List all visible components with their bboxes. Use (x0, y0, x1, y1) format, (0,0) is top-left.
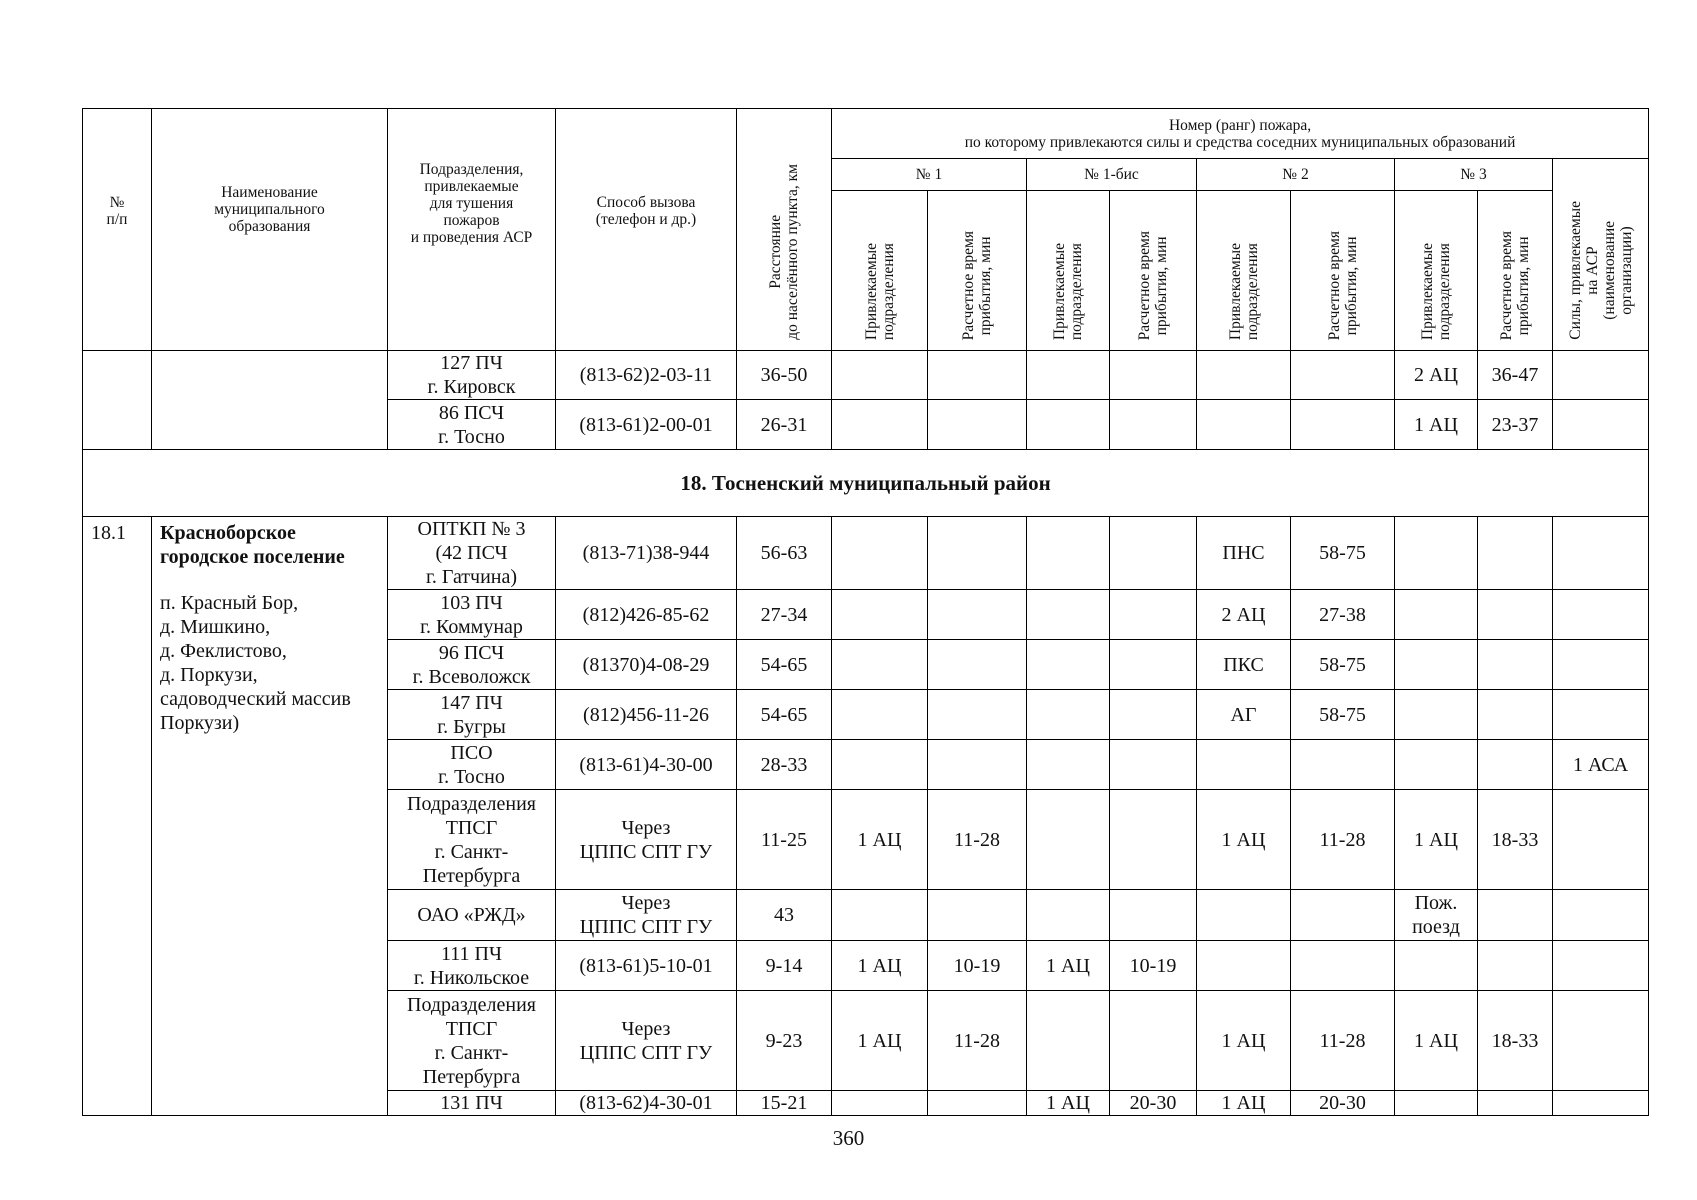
rank-cell-r1bu (1027, 690, 1110, 740)
rank-cell-asr (1553, 517, 1649, 590)
rank-cell-r1bt (1110, 690, 1197, 740)
rank-cell-r1bt (1110, 890, 1197, 941)
unit-cell: 131 ПЧ (388, 1091, 556, 1116)
rank-cell-r2u (1197, 740, 1291, 790)
rank-cell-r2t (1291, 400, 1395, 450)
header-rank-2: № 2 (1197, 159, 1395, 191)
header-time-sub: Расчетное время прибытия, мин (928, 191, 1027, 351)
unit-cell: ОПТКП № 3 (42 ПСЧ г. Гатчина) (388, 517, 556, 590)
rank-cell-r1bt (1110, 740, 1197, 790)
rank-cell-r2u: ПКС (1197, 640, 1291, 690)
unit-cell: 147 ПЧ г. Бугры (388, 690, 556, 740)
rank-cell-r1t (928, 517, 1027, 590)
rank-cell-r1u (832, 351, 928, 400)
rank-cell-r3t (1478, 690, 1553, 740)
rank-cell-r1t (928, 690, 1027, 740)
rank-cell-r2t: 11-28 (1291, 790, 1395, 890)
rank-cell-r1bu (1027, 400, 1110, 450)
rank-cell-r2t (1291, 890, 1395, 941)
rank-cell-r3u: 1 АЦ (1395, 991, 1478, 1091)
rank-cell-r2t: 20-30 (1291, 1091, 1395, 1116)
page-number: 360 (832, 1126, 865, 1150)
rank-cell-r1bu (1027, 517, 1110, 590)
rank-cell-r1bu (1027, 890, 1110, 941)
rank-cell-r1u (832, 640, 928, 690)
rank-cell-r3u (1395, 517, 1478, 590)
rank-cell-asr (1553, 890, 1649, 941)
rank-cell-r3u: 2 АЦ (1395, 351, 1478, 400)
section-row (83, 450, 1649, 517)
rank-cell-r1bt (1110, 640, 1197, 690)
rank-cell-r2t (1291, 941, 1395, 991)
header-time-sub: Расчетное время прибытия, мин (1478, 191, 1553, 351)
fire-forces-table (82, 108, 1649, 1116)
rank-cell-r1bt (1110, 351, 1197, 400)
rank-cell-r2t: 27-38 (1291, 590, 1395, 640)
unit-cell: Подразделения ТПСГ г. Санкт- Петербурга (388, 790, 556, 890)
rank-cell-r1bu (1027, 740, 1110, 790)
rank-cell-r1t: 11-28 (928, 790, 1027, 890)
rank-cell-r1bt: 20-30 (1110, 1091, 1197, 1116)
empty-cell (83, 351, 152, 450)
rank-cell-r1t: 11-28 (928, 991, 1027, 1091)
rank-cell-r1bu (1027, 640, 1110, 690)
unit-cell: 127 ПЧ г. Кировск (388, 351, 556, 400)
phone-cell: (813-61)4-30-00 (556, 740, 737, 790)
unit-cell: ПСО г. Тосно (388, 740, 556, 790)
header-units: Подразделения, привлекаемые для тушения пожаров и проведения АСР (388, 109, 556, 351)
rank-cell-r1u: 1 АЦ (832, 991, 928, 1091)
rank-cell-r1bu (1027, 351, 1110, 400)
header-asr: Силы, привлекаемые на АСР (наименование организации) (1553, 159, 1649, 351)
rank-cell-r2u: ПНС (1197, 517, 1291, 590)
rank-cell-r1t (928, 740, 1027, 790)
rank-cell-asr: 1 АСА (1553, 740, 1649, 790)
rank-cell-r1bu: 1 АЦ (1027, 1091, 1110, 1116)
phone-cell: (813-62)2-03-11 (556, 351, 737, 400)
distance-cell: 43 (737, 890, 832, 941)
rank-cell-r1bu: 1 АЦ (1027, 941, 1110, 991)
header-time-sub: Расчетное время прибытия, мин (1291, 191, 1395, 351)
rank-cell-r2u (1197, 351, 1291, 400)
header-time-sub: Расчетное время прибытия, мин (1110, 191, 1197, 351)
rank-cell-r3t: 36-47 (1478, 351, 1553, 400)
rank-cell-r2u: 1 АЦ (1197, 1091, 1291, 1116)
rank-cell-r3u (1395, 941, 1478, 991)
rank-cell-r2t (1291, 351, 1395, 400)
unit-cell: 86 ПСЧ г. Тосно (388, 400, 556, 450)
rank-cell-r1t (928, 351, 1027, 400)
section-number: 18.1 (83, 517, 152, 1116)
section-title: 18. Тосненский муниципальный район (83, 450, 1649, 517)
phone-cell: (81370)4-08-29 (556, 640, 737, 690)
phone-cell: (812)426-85-62 (556, 590, 737, 640)
rank-cell-r2u: 1 АЦ (1197, 790, 1291, 890)
phone-cell: (812)456-11-26 (556, 690, 737, 740)
distance-cell: 26-31 (737, 400, 832, 450)
rank-cell-r1u: 1 АЦ (832, 790, 928, 890)
header-num: № п/п (83, 109, 152, 351)
rank-cell-r1bt (1110, 790, 1197, 890)
phone-cell: Через ЦППС СПТ ГУ (556, 890, 737, 941)
distance-cell: 9-23 (737, 991, 832, 1091)
unit-cell: 103 ПЧ г. Коммунар (388, 590, 556, 640)
rank-cell-asr (1553, 1091, 1649, 1116)
rank-cell-asr (1553, 590, 1649, 640)
rank-cell-r1bt (1110, 517, 1197, 590)
rank-cell-r3u (1395, 1091, 1478, 1116)
header-rank-title: Номер (ранг) пожара, по которому привлекаются силы и средства соседних муниципальных образований (832, 109, 1649, 159)
rank-cell-r3t (1478, 890, 1553, 941)
rank-cell-r3t: 18-33 (1478, 790, 1553, 890)
rank-cell-asr (1553, 640, 1649, 690)
header-units-sub: Привлекаемые подразделения (1027, 191, 1110, 351)
header-units-sub: Привлекаемые подразделения (1197, 191, 1291, 351)
municipality-name: Красноборское городское поселение (160, 522, 345, 568)
phone-cell: Через ЦППС СПТ ГУ (556, 790, 737, 890)
rank-cell-r3u: 1 АЦ (1395, 400, 1478, 450)
rank-cell-r2t: 58-75 (1291, 640, 1395, 690)
rank-cell-r3t: 18-33 (1478, 991, 1553, 1091)
distance-cell: 54-65 (737, 640, 832, 690)
header-distance: Расстояние до населённого пункта, км (737, 109, 832, 351)
distance-cell: 56-63 (737, 517, 832, 590)
rank-cell-r3t (1478, 590, 1553, 640)
rank-cell-r3t (1478, 640, 1553, 690)
rank-cell-r2t (1291, 740, 1395, 790)
rank-cell-asr (1553, 690, 1649, 740)
rank-cell-r1u (832, 740, 928, 790)
rank-cell-r3u (1395, 640, 1478, 690)
rank-cell-r1t: 10-19 (928, 941, 1027, 991)
rank-cell-r2t: 58-75 (1291, 690, 1395, 740)
spacer (160, 569, 384, 591)
unit-cell: 111 ПЧ г. Никольское (388, 941, 556, 991)
rank-cell-r2u (1197, 941, 1291, 991)
distance-cell: 11-25 (737, 790, 832, 890)
unit-cell: Подразделения ТПСГ г. Санкт- Петербурга (388, 991, 556, 1091)
header-rank-1bis: № 1-бис (1027, 159, 1197, 191)
rank-cell-r1bu (1027, 790, 1110, 890)
rank-cell-asr (1553, 790, 1649, 890)
rank-cell-r1u (832, 690, 928, 740)
municipality-places: п. Красный Бор, д. Мишкино, д. Феклистово, д. Поркузи, садоводческий массив Поркузи) (160, 592, 351, 734)
distance-cell: 28-33 (737, 740, 832, 790)
rank-cell-asr (1553, 351, 1649, 400)
phone-cell: Через ЦППС СПТ ГУ (556, 991, 737, 1091)
rank-cell-r3t: 23-37 (1478, 400, 1553, 450)
rank-cell-r1u (832, 1091, 928, 1116)
rank-cell-r2u: 2 АЦ (1197, 590, 1291, 640)
rank-cell-r2u (1197, 400, 1291, 450)
header-rank-1: № 1 (832, 159, 1027, 191)
header-rank-3: № 3 (1395, 159, 1553, 191)
rank-cell-r1u (832, 590, 928, 640)
rank-cell-r1t (928, 400, 1027, 450)
rank-cell-r3u (1395, 740, 1478, 790)
rank-cell-r3u (1395, 590, 1478, 640)
rank-cell-asr (1553, 400, 1649, 450)
rank-cell-r3t (1478, 517, 1553, 590)
distance-cell: 54-65 (737, 690, 832, 740)
phone-cell: (813-61)2-00-01 (556, 400, 737, 450)
header-units-sub: Привлекаемые подразделения (1395, 191, 1478, 351)
rank-cell-r2t: 58-75 (1291, 517, 1395, 590)
rank-cell-asr (1553, 941, 1649, 991)
header-name: Наименование муниципального образования (152, 109, 388, 351)
rank-cell-r2t: 11-28 (1291, 991, 1395, 1091)
rank-cell-r2u: 1 АЦ (1197, 991, 1291, 1091)
distance-cell: 36-50 (737, 351, 832, 400)
rank-cell-r3t (1478, 1091, 1553, 1116)
rank-cell-r1bt (1110, 400, 1197, 450)
phone-cell: (813-61)5-10-01 (556, 941, 737, 991)
rank-cell-r1bu (1027, 991, 1110, 1091)
rank-cell-r1u (832, 517, 928, 590)
rank-cell-r3u: Пож. поезд (1395, 890, 1478, 941)
rank-cell-r2u (1197, 890, 1291, 941)
rank-cell-r1u (832, 400, 928, 450)
distance-cell: 15-21 (737, 1091, 832, 1116)
header-call: Способ вызова (телефон и др.) (556, 109, 737, 351)
rank-cell-r1t (928, 590, 1027, 640)
rank-cell-r2u: АГ (1197, 690, 1291, 740)
header-units-sub: Привлекаемые подразделения (832, 191, 928, 351)
rank-cell-asr (1553, 991, 1649, 1091)
table-row (83, 517, 1649, 590)
unit-cell: ОАО «РЖД» (388, 890, 556, 941)
unit-cell: 96 ПСЧ г. Всеволожск (388, 640, 556, 690)
table-row (83, 351, 1649, 400)
rank-cell-r3t (1478, 740, 1553, 790)
rank-cell-r1bt: 10-19 (1110, 941, 1197, 991)
phone-cell: (813-71)38-944 (556, 517, 737, 590)
rank-cell-r1bu (1027, 590, 1110, 640)
rank-cell-r1t (928, 640, 1027, 690)
rank-cell-r1u (832, 890, 928, 941)
distance-cell: 9-14 (737, 941, 832, 991)
municipality-cell (152, 517, 388, 1116)
empty-cell (152, 351, 388, 450)
phone-cell: (813-62)4-30-01 (556, 1091, 737, 1116)
rank-cell-r3t (1478, 941, 1553, 991)
rank-cell-r3u: 1 АЦ (1395, 790, 1478, 890)
distance-cell: 27-34 (737, 590, 832, 640)
rank-cell-r1t (928, 1091, 1027, 1116)
rank-cell-r1bt (1110, 991, 1197, 1091)
rank-cell-r1u: 1 АЦ (832, 941, 928, 991)
rank-cell-r1bt (1110, 590, 1197, 640)
rank-cell-r3u (1395, 690, 1478, 740)
rank-cell-r1t (928, 890, 1027, 941)
